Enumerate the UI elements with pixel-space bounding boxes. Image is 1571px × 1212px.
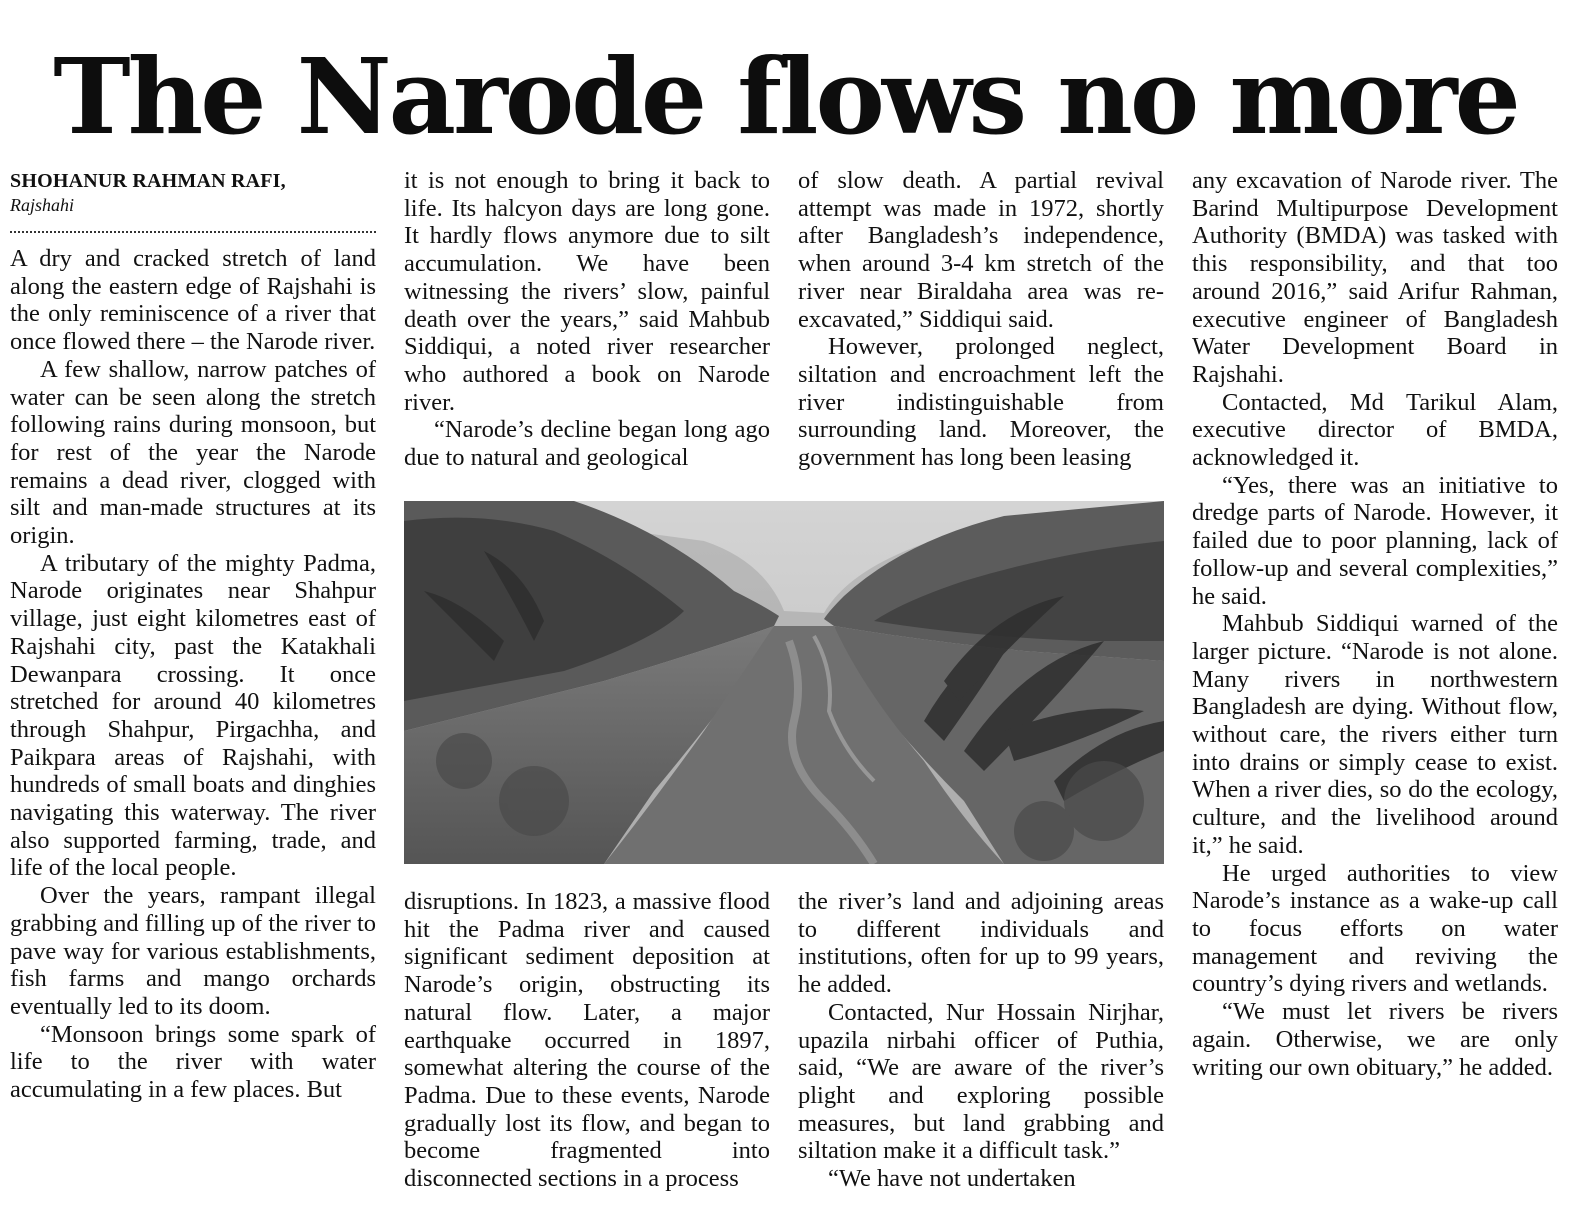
- column-3-top: [798, 167, 1164, 472]
- paragraph: A dry and cracked stretch of land along the eastern edge of Rajshahi is the only reminiscence of a river that once flowed there – the Narode river.: [10, 245, 376, 356]
- paragraph: “We have not undertaken: [828, 1165, 1076, 1193]
- byline-author: SHOHANUR RAHMAN RAFI,: [10, 170, 286, 192]
- paragraph: disruptions. In 1823, a massive flood hit the Padma river and caused significant sediment deposition at Narode’s origin, obstructing its natural flow. Later, a major earthquake occurred in 1897, somewhat altering the course of the Padma. Due to these events, Narode gradually lost its flow, and began to become fragmented into disconnected sections in a process: [404, 888, 770, 1193]
- paragraph: the river’s land and adjoining areas to different individuals and institutions, often for up to 99 years, he added.: [798, 888, 1164, 999]
- paragraph: “Monsoon brings some spark of life to the river with water accumulating in a few places. But: [10, 1020, 376, 1104]
- paragraph: Over the years, rampant illegal grabbing and filling up of the river to pave way for various establishments, fish farms and mango orchards eventually led to its doom.: [10, 882, 376, 1020]
- column-2-top: [404, 167, 770, 472]
- column-4: [1192, 167, 1558, 1081]
- column-2-bottom: [404, 888, 770, 1193]
- paragraph: of slow death. A partial revival attempt was made in 1972, shortly after Bangladesh’s independence, when around 3-4 km stretch of the river near Biraldaha area was re-excavated,” Siddiqui said.: [798, 167, 1164, 333]
- paragraph: Mahbub Siddiqui warned of the larger picture. “Narode is not alone. Many rivers in northwestern Bangladesh are dying. Without flow, without care, the rivers either turn into drains or simply cease to exist. When a river dies, so do the ecology, culture, and the livelihood around it,” he said.: [1192, 610, 1558, 859]
- paragraph: “Yes, there was an initiative to dredge parts of Narode. However, it failed due to poor planning, lack of follow-up and several complexities,” he said.: [1192, 471, 1558, 610]
- paragraph: A tributary of the mighty Padma, Narode originates near Shahpur village, just eight kilometres east of Rajshahi city, past the Katakhali Dewanpara crossing. It once stretched for around 40 kilometres through Shahpur, Pirgachha, and Paikpara areas of Rajshahi, with hundreds of small boats and dinghies navigating this waterway. The river also supported farming, trade, and life of the local people.: [10, 549, 376, 882]
- paragraph: He urged authorities to view Narode’s instance as a wake-up call to focus efforts on water management and reviving the country’s dying rivers and wetlands.: [1192, 859, 1558, 998]
- paragraph: any excavation of Narode river. The Barind Multipurpose Development Authority (BMDA) was tasked with this responsibility, and that too around 2016,” said Arifur Rahman, executive engineer of Bangladesh Water Development Board in Rajshahi.: [1192, 167, 1558, 388]
- column-3-bottom: [798, 888, 1164, 1193]
- paragraph: Contacted, Nur Hossain Nirjhar, upazila nirbahi officer of Puthia, said, “We are aware of the river’s plight and exploring possible measures, but land grabbing and siltation make it a difficult task.”: [798, 998, 1164, 1165]
- column-1: [10, 245, 376, 1104]
- byline: [10, 168, 376, 216]
- paragraph: “We must let rivers be rivers again. Otherwise, we are only writing our own obituary,” he added.: [1192, 998, 1558, 1081]
- paragraph: A few shallow, narrow patches of water can be seen along the stretch following rains during monsoon, but for rest of the year the Narode remains a dead river, clogged with silt and man-made structures at its origin.: [10, 355, 376, 550]
- byline-location: Rajshahi: [10, 195, 75, 215]
- paragraph: Contacted, Md Tarikul Alam, executive director of BMDA, acknowledged it.: [1192, 388, 1558, 472]
- headline: The Narode flows no more: [53, 35, 1518, 158]
- byline-divider: [10, 231, 376, 233]
- paragraph: it is not enough to bring it back to life. Its halcyon days are long gone. It hardly flows anymore due to silt accumulation. We have been witnessing the rivers’ slow, painful death over the years,” said Mahbub Siddiqui, a noted river researcher who authored a book on Narode river.: [404, 167, 770, 416]
- river-photo: [404, 501, 1164, 864]
- paragraph: However, prolonged neglect, siltation and encroachment left the river indistinguishable from surrounding land. Moreover, the government has long been leasing: [798, 333, 1164, 472]
- paragraph: “Narode’s decline began long ago due to natural and geological: [404, 416, 770, 472]
